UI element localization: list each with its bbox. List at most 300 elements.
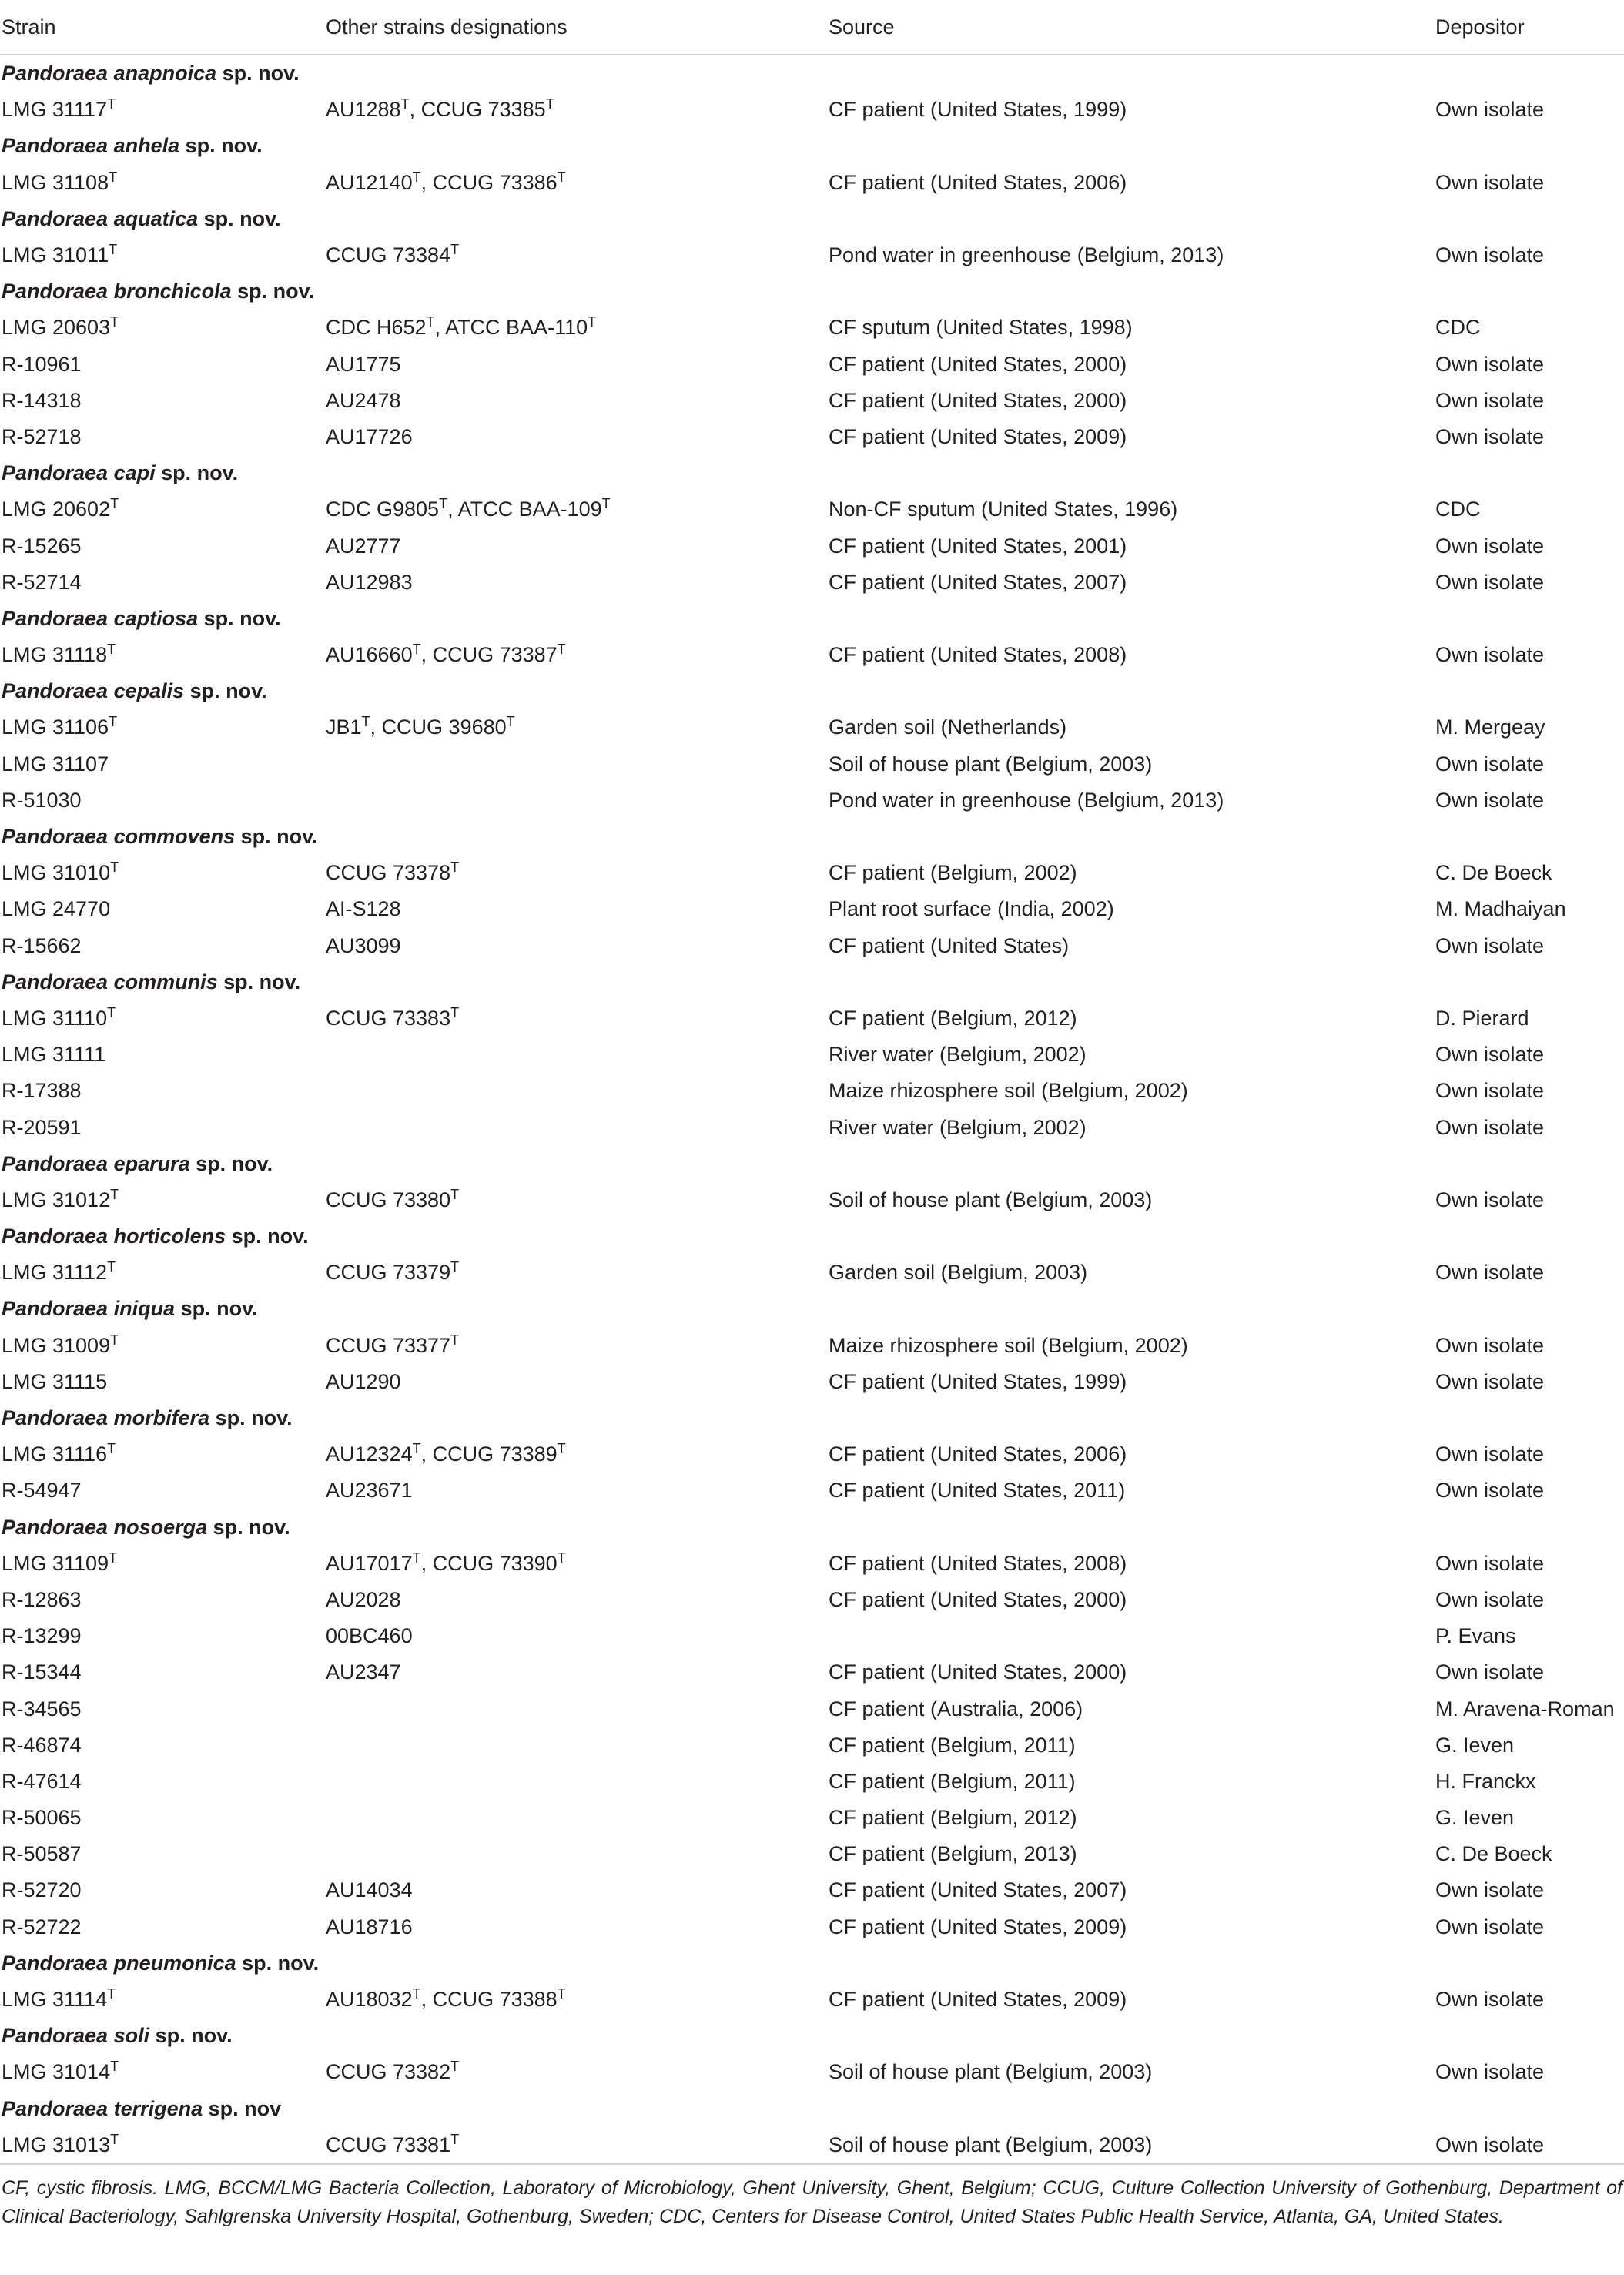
strain-id: LMG 31010 (2, 861, 111, 885)
other-designation: AU17017 (326, 1551, 413, 1575)
depositor-cell: Own isolate (1435, 933, 1545, 957)
other-designations-cell (324, 855, 827, 891)
other-designation: AU2347 (326, 1660, 401, 1684)
type-strain-marker: T (109, 242, 118, 258)
strain-id: LMG 31012 (2, 1188, 111, 1211)
species-epithet: capi (113, 461, 156, 485)
type-strain-marker: T (110, 2131, 119, 2147)
type-strain-marker: T (557, 642, 566, 658)
species-suffix: sp. nov. (203, 606, 281, 630)
species-epithet: iniqua (113, 1297, 176, 1321)
source-cell: Garden soil (Belgium, 2003) (829, 1261, 1088, 1285)
species-suffix: sp. nov (208, 2096, 282, 2120)
type-strain-marker: T (110, 859, 119, 876)
depositor-cell: C. De Boeck (1435, 861, 1552, 885)
species-genus: Pandoraea (2, 1951, 109, 1975)
other-designation: JB1 (326, 715, 362, 739)
species-name (0, 201, 1624, 237)
other-designation: AU2028 (326, 1587, 401, 1611)
strain-row (0, 891, 1624, 927)
species-genus: Pandoraea (2, 679, 109, 703)
other-designations-cell (324, 1037, 827, 1073)
strain-row (0, 310, 1624, 346)
strain-id: R-15265 (2, 534, 82, 558)
strain-row (0, 491, 1624, 528)
depositor-cell: Own isolate (1435, 1915, 1545, 1938)
other-designation: AU16660 (326, 643, 413, 667)
other-designations-cell (324, 782, 827, 819)
species-genus: Pandoraea (2, 2024, 109, 2048)
species-epithet: anhela (113, 134, 180, 158)
other-designation: ATCC BAA-110 (445, 316, 588, 340)
strain-cell (0, 782, 324, 819)
type-strain-marker: T (450, 1332, 460, 1348)
source-cell: Soil of house plant (Belgium, 2003) (829, 752, 1153, 776)
strain-row (0, 1982, 1624, 2018)
species-row (0, 55, 1624, 92)
depositor-cell: Own isolate (1435, 1188, 1545, 1211)
strain-row (0, 1727, 1624, 1764)
strain-row (0, 1000, 1624, 1037)
species-row (0, 1400, 1624, 1436)
other-designation: CCUG 39680 (381, 715, 507, 739)
other-designations-cell (324, 1618, 827, 1654)
strain-id: LMG 31116 (2, 1442, 108, 1466)
species-genus: Pandoraea (2, 280, 109, 303)
strain-row (0, 2127, 1624, 2163)
species-row (0, 1509, 1624, 1546)
other-designations-cell (324, 1000, 827, 1037)
strain-row (0, 1909, 1624, 1945)
species-name (0, 1400, 1624, 1436)
species-row (0, 273, 1624, 310)
source-cell: Pond water in greenhouse (Belgium, 2013) (829, 243, 1224, 267)
source-cell: CF patient (United States, 2006) (829, 170, 1127, 194)
species-name (0, 1146, 1624, 1182)
other-designation: CCUG 73378 (326, 861, 451, 885)
type-strain-marker: T (110, 1186, 119, 1202)
strain-id: LMG 31112 (2, 1261, 108, 1285)
type-strain-marker: T (557, 169, 566, 185)
strain-id: R-15662 (2, 933, 82, 957)
strain-row (0, 565, 1624, 601)
species-suffix: sp. nov. (185, 134, 263, 158)
species-name (0, 55, 1624, 92)
strain-row (0, 1546, 1624, 1582)
species-name (0, 964, 1624, 1000)
strain-cell (0, 347, 324, 383)
species-row (0, 455, 1624, 491)
strain-cell (0, 1690, 324, 1727)
depositor-cell: CDC (1435, 498, 1481, 521)
species-suffix: sp. nov. (155, 2024, 233, 2048)
other-designation: 00BC460 (326, 1624, 413, 1648)
species-epithet: eparura (113, 1151, 190, 1175)
other-designation: AI-S128 (326, 897, 401, 921)
species-genus: Pandoraea (2, 606, 109, 630)
other-designations-cell (324, 528, 827, 564)
strain-id: R-54947 (2, 1479, 82, 1503)
depositor-cell: Own isolate (1435, 1261, 1545, 1285)
strain-id: R-46874 (2, 1733, 82, 1757)
depositor-cell: Own isolate (1435, 424, 1545, 448)
species-name (0, 128, 1624, 164)
depositor-cell: C. De Boeck (1435, 1842, 1552, 1866)
source-cell: Soil of house plant (Belgium, 2003) (829, 2060, 1153, 2084)
type-strain-marker: T (412, 1550, 421, 1566)
type-strain-marker: T (601, 496, 611, 512)
type-strain-marker: T (450, 2059, 460, 2075)
depositor-cell: Own isolate (1435, 643, 1545, 667)
type-strain-marker: T (107, 1004, 116, 1020)
species-row (0, 819, 1624, 855)
strain-id: LMG 20602 (2, 498, 111, 521)
other-designation: AU14034 (326, 1878, 413, 1902)
other-designation: CCUG 73380 (326, 1188, 451, 1211)
species-name (0, 273, 1624, 310)
other-designations-cell (324, 1109, 827, 1145)
strain-row (0, 746, 1624, 782)
type-strain-marker: T (450, 242, 460, 258)
header-other-designations: Other strains designations (324, 0, 827, 55)
other-designations-cell (324, 1764, 827, 1800)
source-cell: CF patient (United States, 2011) (829, 1479, 1126, 1503)
depositor-cell: Own isolate (1435, 1115, 1545, 1139)
source-cell: Maize rhizosphere soil (Belgium, 2002) (829, 1333, 1188, 1357)
strain-row (0, 709, 1624, 745)
strain-cell (0, 1982, 324, 2018)
other-designations-cell (324, 1364, 827, 1400)
species-epithet: nosoerga (113, 1515, 208, 1539)
other-designations-cell (324, 491, 827, 528)
strain-cell (0, 1654, 324, 1690)
other-designation: AU2478 (326, 388, 401, 412)
depositor-cell: Own isolate (1435, 1043, 1545, 1067)
strain-id: LMG 20603 (2, 316, 111, 340)
strain-id: R-52714 (2, 570, 82, 594)
type-strain-marker: T (361, 714, 370, 730)
source-cell: CF patient (Belgium, 2011) (829, 1769, 1076, 1793)
strain-id: R-47614 (2, 1769, 82, 1793)
source-cell: CF patient (Belgium, 2012) (829, 1006, 1077, 1030)
strain-cell (0, 565, 324, 601)
species-epithet: aquatica (113, 206, 199, 230)
source-cell: CF patient (Belgium, 2011) (829, 1733, 1076, 1757)
source-cell: CF patient (United States, 1999) (829, 98, 1127, 122)
strain-id: LMG 31107 (2, 752, 109, 776)
other-designations-cell (324, 2127, 827, 2163)
designation-separator: , (420, 170, 433, 194)
strain-row (0, 1109, 1624, 1145)
species-row (0, 673, 1624, 709)
species-epithet: terrigena (113, 2096, 203, 2120)
source-cell: CF patient (United States, 1999) (829, 1369, 1127, 1393)
other-designation: CCUG 73389 (432, 1442, 558, 1466)
strain-cell (0, 855, 324, 891)
source-cell: CF patient (United States, 2000) (829, 352, 1127, 376)
strain-cell (0, 1328, 324, 1364)
other-designation: AU12983 (326, 570, 413, 594)
other-designations-cell (324, 1909, 827, 1945)
species-row (0, 1218, 1624, 1255)
strain-row (0, 1073, 1624, 1109)
strain-row (0, 2054, 1624, 2090)
source-cell: CF patient (United States, 2007) (829, 570, 1127, 594)
strain-row (0, 1473, 1624, 1509)
depositor-cell: Own isolate (1435, 1079, 1545, 1103)
species-name (0, 1218, 1624, 1255)
species-name (0, 1291, 1624, 1327)
other-designation: AU1290 (326, 1369, 401, 1393)
species-genus: Pandoraea (2, 2096, 109, 2120)
strain-row (0, 92, 1624, 128)
species-genus: Pandoraea (2, 825, 109, 849)
header-row (0, 0, 1624, 55)
species-suffix: sp. nov. (161, 461, 239, 485)
other-designations-cell (324, 565, 827, 601)
species-name (0, 2018, 1624, 2054)
species-genus: Pandoraea (2, 970, 109, 993)
strain-id: R-14318 (2, 388, 82, 412)
species-epithet: horticolens (113, 1225, 226, 1248)
strain-id: LMG 31117 (2, 98, 108, 122)
other-designation: CCUG 73383 (326, 1006, 451, 1030)
strain-cell (0, 1582, 324, 1618)
source-cell: Soil of house plant (Belgium, 2003) (829, 2133, 1153, 2156)
strain-row (0, 1182, 1624, 1218)
strain-id: R-52718 (2, 424, 82, 448)
source-cell: CF patient (United States, 2009) (829, 1988, 1127, 2012)
strain-row (0, 1328, 1624, 1364)
strain-id: LMG 31009 (2, 1333, 111, 1357)
source-cell: River water (Belgium, 2002) (829, 1043, 1087, 1067)
designation-separator: , (434, 316, 446, 340)
strain-cell (0, 1764, 324, 1800)
type-strain-marker: T (107, 1441, 116, 1457)
depositor-cell: Own isolate (1435, 98, 1545, 122)
other-designation: AU1288 (326, 98, 401, 122)
strain-id: LMG 31011 (2, 243, 109, 267)
depositor-cell: CDC (1435, 316, 1481, 340)
species-suffix: sp. nov. (215, 1406, 293, 1430)
strain-id: LMG 31114 (2, 1988, 108, 2012)
other-designations-cell (324, 1654, 827, 1690)
species-epithet: pneumonica (113, 1951, 236, 1975)
strain-row (0, 1654, 1624, 1690)
other-designations-cell (324, 637, 827, 673)
strain-row (0, 1037, 1624, 1073)
species-suffix: sp. nov. (240, 825, 318, 849)
source-cell: CF sputum (United States, 1998) (829, 316, 1133, 340)
other-designations-cell (324, 165, 827, 201)
strain-cell (0, 1364, 324, 1400)
species-name (0, 819, 1624, 855)
header-strain: Strain (0, 0, 324, 55)
other-designations-cell (324, 1836, 827, 1872)
other-designations-cell (324, 419, 827, 455)
other-designations-cell (324, 1473, 827, 1509)
depositor-cell: Own isolate (1435, 1878, 1545, 1902)
other-designations-cell (324, 310, 827, 346)
other-designations-cell (324, 1073, 827, 1109)
other-designation: AU18032 (326, 1988, 413, 2012)
designation-separator: , (420, 1442, 433, 1466)
species-suffix: sp. nov. (213, 1515, 290, 1539)
depositor-cell: Own isolate (1435, 570, 1545, 594)
strain-id: R-34565 (2, 1697, 82, 1720)
depositor-cell: Own isolate (1435, 1369, 1545, 1393)
species-genus: Pandoraea (2, 1406, 109, 1430)
depositor-cell: M. Mergeay (1435, 715, 1545, 739)
other-designation: CCUG 73388 (432, 1988, 558, 2012)
other-designation: AU23671 (326, 1479, 413, 1503)
strain-cell (0, 1836, 324, 1872)
type-strain-marker: T (110, 1332, 119, 1348)
depositor-cell: Own isolate (1435, 752, 1545, 776)
type-strain-marker: T (400, 96, 410, 112)
type-strain-marker: T (450, 2131, 460, 2147)
type-strain-marker: T (109, 1550, 118, 1566)
species-name (0, 673, 1624, 709)
source-cell: CF patient (United States, 2000) (829, 388, 1127, 412)
species-row (0, 2091, 1624, 2127)
other-designation: AU2777 (326, 534, 401, 558)
species-epithet: morbifera (113, 1406, 210, 1430)
other-designations-cell (324, 1436, 827, 1473)
depositor-cell: Own isolate (1435, 1660, 1545, 1684)
species-genus: Pandoraea (2, 1225, 109, 1248)
source-cell: CF patient (United States, 2008) (829, 1551, 1127, 1575)
depositor-cell: H. Franckx (1435, 1769, 1536, 1793)
strain-row (0, 419, 1624, 455)
strain-cell (0, 2054, 324, 2090)
strain-cell (0, 1000, 324, 1037)
type-strain-marker: T (557, 1550, 566, 1566)
strain-row (0, 347, 1624, 383)
species-suffix: sp. nov. (242, 1951, 320, 1975)
species-name (0, 1509, 1624, 1546)
strain-id: LMG 31118 (2, 643, 108, 667)
type-strain-marker: T (545, 96, 554, 112)
species-row (0, 201, 1624, 237)
strain-cell (0, 237, 324, 273)
source-cell: CF patient (United States, 2001) (829, 534, 1127, 558)
other-designations-cell (324, 1182, 827, 1218)
species-row (0, 2018, 1624, 2054)
strain-id: R-52720 (2, 1878, 82, 1902)
strain-id: R-50065 (2, 1806, 82, 1830)
type-strain-marker: T (110, 496, 119, 512)
other-designation: CCUG 73377 (326, 1333, 451, 1357)
species-suffix: sp. nov. (223, 970, 301, 993)
depositor-cell: D. Pierard (1435, 1006, 1529, 1030)
strain-id: LMG 31111 (2, 1043, 106, 1067)
source-cell: CF patient (United States, 2000) (829, 1660, 1127, 1684)
other-designation: CDC G9805 (326, 498, 440, 521)
depositor-cell: G. Ieven (1435, 1733, 1515, 1757)
strain-cell (0, 528, 324, 564)
strain-row (0, 528, 1624, 564)
strain-row (0, 383, 1624, 419)
species-row (0, 1291, 1624, 1327)
depositor-cell: P. Evans (1435, 1624, 1516, 1648)
strain-cell (0, 310, 324, 346)
species-name (0, 601, 1624, 637)
strain-id: R-13299 (2, 1624, 82, 1648)
strain-cell (0, 1109, 324, 1145)
type-strain-marker: T (110, 2059, 119, 2075)
strain-id: R-15344 (2, 1660, 82, 1684)
strain-id: R-51030 (2, 788, 82, 812)
type-strain-marker: T (450, 1004, 460, 1020)
depositor-cell: Own isolate (1435, 2060, 1545, 2084)
species-epithet: communis (113, 970, 218, 993)
source-cell: CF patient (United States, 2009) (829, 424, 1127, 448)
other-designation: AU17726 (326, 424, 413, 448)
strain-cell (0, 165, 324, 201)
other-designations-cell (324, 1582, 827, 1618)
type-strain-marker: T (107, 642, 116, 658)
species-suffix: sp. nov. (222, 62, 300, 85)
species-suffix: sp. nov. (189, 679, 267, 703)
other-designations-cell (324, 1690, 827, 1727)
type-strain-marker: T (107, 1259, 116, 1275)
strain-id: LMG 31110 (2, 1006, 108, 1030)
type-strain-marker: T (450, 859, 460, 876)
other-designation: CCUG 73386 (432, 170, 558, 194)
strain-cell (0, 419, 324, 455)
type-strain-marker: T (109, 714, 118, 730)
species-genus: Pandoraea (2, 1515, 109, 1539)
source-cell: Maize rhizosphere soil (Belgium, 2002) (829, 1079, 1188, 1103)
other-designations-cell (324, 1328, 827, 1364)
source-cell: River water (Belgium, 2002) (829, 1115, 1087, 1139)
other-designation: AU12324 (326, 1442, 413, 1466)
strain-id: LMG 31106 (2, 715, 109, 739)
source-cell: CF patient (United States) (829, 933, 1070, 957)
other-designations-cell (324, 1546, 827, 1582)
type-strain-marker: T (506, 714, 515, 730)
type-strain-marker: T (557, 1441, 566, 1457)
species-suffix: sp. nov. (237, 280, 315, 303)
other-designation: CDC H652 (326, 316, 427, 340)
source-cell: Garden soil (Netherlands) (829, 715, 1067, 739)
source-cell: CF patient (United States, 2006) (829, 1442, 1127, 1466)
species-suffix: sp. nov. (203, 206, 281, 230)
type-strain-marker: T (412, 1986, 421, 2002)
header-depositor: Depositor (1434, 0, 1624, 55)
other-designation: AU18716 (326, 1915, 413, 1938)
designation-separator: , (447, 498, 458, 521)
type-strain-marker: T (107, 1986, 116, 2002)
source-cell: Soil of house plant (Belgium, 2003) (829, 1188, 1153, 1211)
source-cell (827, 1618, 1434, 1654)
strain-cell (0, 1800, 324, 1836)
depositor-cell: Own isolate (1435, 2133, 1545, 2156)
strain-id: LMG 31013 (2, 2133, 111, 2156)
other-designations-cell (324, 383, 827, 419)
depositor-cell: Own isolate (1435, 1333, 1545, 1357)
species-epithet: anapnoica (113, 62, 217, 85)
strain-cell (0, 637, 324, 673)
type-strain-marker: T (450, 1259, 460, 1275)
strain-cell (0, 1073, 324, 1109)
other-designation: ATCC BAA-109 (457, 498, 602, 521)
other-designation: CCUG 73384 (326, 243, 451, 267)
strain-row (0, 1364, 1624, 1400)
type-strain-marker: T (412, 642, 421, 658)
other-designations-cell (324, 1255, 827, 1291)
